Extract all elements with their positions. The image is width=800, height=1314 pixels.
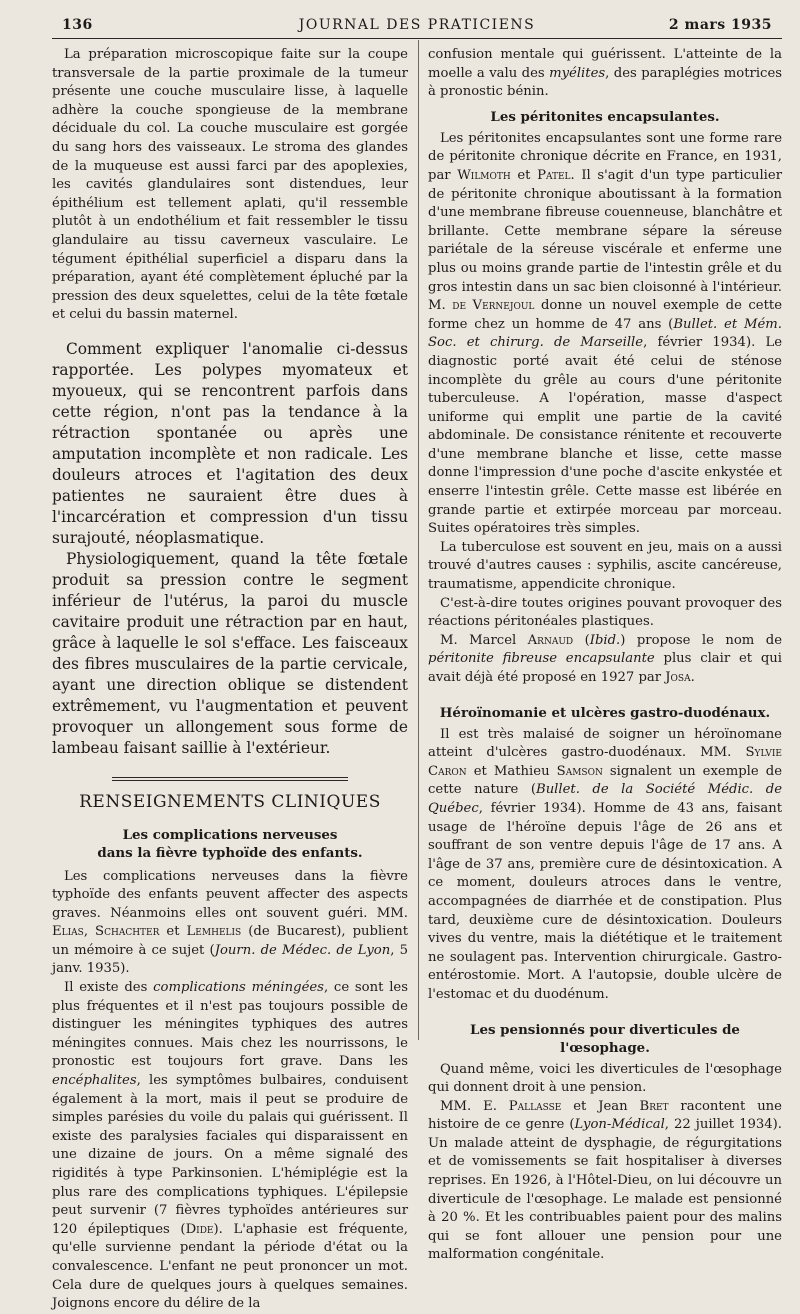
text-run: , février 1934). Homme de 43 ans, faisant usage de l'héroïne depuis l'âge de 26 ans et souffrant de son ventre depuis l'âge de 17 ans. A l'âge de 37 ans, première cure de désintoxication. A ce moment, douleurs atroces dans le ventre, accompagnées de diarrhée et de constipation. Plus tard, deuxième cure de désintoxication. Douleurs vives du ventre, mais la diététique et le traitement ne soulagent pas. Intervention chirurgicale. Gastro-entérostomie. Mort. A l'autopsie, double ulcère de l'estomac et du duodénum. [428,800,782,1002]
article-title-peritonites: Les péritonites encapsulantes. [490,108,720,125]
paragraph-arnaud [428,632,782,688]
text-run: ). L'aphasie est fréquente, qu'elle survienne pendant la période d'état ou la convalescence. L'enfant ne peut prononcer un mot. Cela dure de quelques jours à quelques semaines. Joignons encore du délire de la [52,1221,409,1312]
emphasis: encéphalites [52,1073,137,1089]
text-run: , des paraplégies motrices à pronostic bénin. [428,65,783,100]
text-run: , les symptômes bulbaires, conduisent également à la mort, mais il peut se produire de simples parésies du voile du palais qui guérissent. Il existe des paralysies faciales qui disparaissent en une dizaine de jours. On a même signalé des rigidités à type Parkinsonien. L'hémiplégie est la plus rare des complications typhiques. L'épilepsie peut survenir (7 fièvres typhoïdes antérieures sur 120 épileptiques ( [52,1073,408,1237]
text-run: racontent une histoire de ce genre ( [428,1098,782,1133]
large-text-block [52,339,408,759]
author-name: Lemhelis [186,924,242,940]
section-divider [112,777,348,781]
text-run: confusion mentale qui guérissent. L'atteinte de la moelle a valu des [428,47,782,81]
text-run: M. Marcel [440,632,528,648]
text-run: Les péritonites encapsulantes sont une forme rare de péritonite chronique décrite en France, en 1931, par [428,130,782,183]
text-run: Il est très malaisé de soigner un héroïnomane atteint d'ulcères gastro-duodénaux. MM. [428,726,782,761]
text-run: Il existe des [64,980,154,996]
author-name: Schachter [95,924,160,940]
text-run: , ce sont les plus fréquentes et il n'est pas toujours possible de distinguer les méningites typhiques des autres méningites connues. Mais chez les nourrissons, le pronostic est toujours fort grave. Dans les [52,980,408,1070]
journal-citation: Bullet. de la Société Médic. de Québec [428,782,782,816]
right-column [428,46,782,1265]
issue-date: 2 mars 1935 [668,17,772,33]
journal-citation: Lyon-Médical [574,1117,665,1133]
paragraph-typhoid-complications [52,979,408,1314]
journal-title: JOURNAL DES PRATICIENS [298,17,536,33]
article-title-line-2: dans la fièvre typhoïde des enfants. [97,844,363,861]
paragraph-typhoid-intro [52,868,408,980]
author-name: Pallasse [508,1098,562,1114]
text-run: , 5 janv. 1935). [52,942,408,977]
author-name: Patel [537,167,571,183]
text-run: . [690,670,695,685]
text-run: ( [573,632,590,648]
paragraph-anomaly: Comment expliquer l'anomalie ci-dessus rapportée. Les polypes myomateux et myoueux, qui se rencontrent parfois dans cette région, n'ont pas la tendance à la rétraction spontanée ou après une amputation incomplète et non radicale. Les douleurs atroces et l'agitation des deux patientes ne sauraient être dues à l'incarcération et compression d'un tissu surajouté, néoplasmatique. [52,339,408,547]
author-name: Arnaud [527,632,574,648]
article-title-line-1: Les complications nerveuses [122,826,338,843]
author-name: Josa [665,670,691,685]
text-run: , [83,924,96,940]
text-run: , février 1934). Le diagnostic porté avait été celui de sténose incomplète du grêle au cours d'une péritonite tuberculeuse. A l'opération, masse d'aspect uniforme qui emplit une partie de la cavité abdominale. De consistance rénitente et recouverte d'une membrane blanche et lisse, cette masse donne l'impression d'une poche d'ascite enkystée et enserre l'intestin grêle. Cette masse est libérée en grande partie et extirpée morceau par morceau. Suites opératoires très simples. [428,335,782,537]
text-run: signalent un exemple de cette nature ( [428,763,782,798]
paragraph-physiology: Physiologiquement, quand la tête fœtale produit sa pression contre le segment inférieur de l'utérus, la paroi du muscle cavitaire produit une rétraction par en haut, grâce à laquelle le sol s'efface. Les faisceaux des fibres musculaires de la partie cervicale, ayant une direction oblique se distendent extrêmement, vu l'augmentation et peuvent provoquer un allongement sous forme de lambeau faisant saillie à l'extérieur. [52,549,408,757]
author-name: Bret [639,1098,669,1114]
journal-citation: Ibid. [589,632,621,648]
author-name: Elias [52,924,84,940]
author-name: Wilmoth [457,167,511,183]
paragraph-pallasse [428,1098,782,1265]
emphasis: complications méningées [153,980,324,996]
left-column [52,46,408,1314]
author-name: de Vernejoul [452,298,535,314]
author-name: Samson [556,763,603,779]
emphasis: myélites [549,65,606,81]
text-run: . Il s'agit d'un type particulier de péritonite chronique aboutissant à la formation d'une membrane fibreuse couenneuse, blanchâtre et brillante. Cette membrane sépare la séreuse pariétale de la séreuse viscérale et enferme une plus ou moins grande partie de l'intestin grêle et du gros intestin dans un sac bien cloisonné à l'intérieur. M. [428,167,782,314]
text-run: Les complications nerveuses dans la fièvre typhoïde des enfants peuvent affecter des aspects graves. Néanmoins elles ont souvent guéri. MM. [52,868,408,921]
emphasis: péritonite fibreuse encapsulante [428,651,655,667]
paragraph-heroinomanie [428,726,782,1005]
page-header [52,12,782,39]
text-run: MM. E. [440,1098,509,1114]
text-run: plus clair et qui avait déjà été proposé en 1927 par [428,651,782,685]
paragraph-continuation [428,46,782,102]
text-run: et [510,167,538,183]
paragraph-pension-intro: Quand même, voici les diverticules de l'œsophage qui donnent droit à une pension. [428,1061,782,1096]
article-title-pensionnes: Les pensionnés pour diverticules de l'œsophage. [470,1021,740,1056]
journal-citation: Journ. de Médec. de Lyon [214,942,391,958]
column-divider [418,40,419,1040]
article-title-heroinomanie: Héroïnomanie et ulcères gastro-duodénaux. [439,704,771,721]
text-run: et Jean [561,1098,640,1114]
paragraph-microscopy: La préparation microscopique faite sur la coupe transversale de la partie proximale de la tumeur présente une couche musculaire lisse, à laquelle adhère la couche spongieuse de la membrane déciduale du col. La couche musculaire est gorgée du sang hors des vaisseaux. Le stroma des glandes de la muqueuse est aussi farci par des apoplexies, les cavités glandulaires sont distendues, leur épithélium est tellement aplati, qu'il ressemble plutôt à un endothélium et fait ressembler le tissu glandulaire au tissu caverneux vasculaire. Le tégument épithélial superficiel a disparu dans la préparation, ayant été complètement épluché par la pression des deux squelettes, celui de la tête fœtale et celui du bassin maternel. [52,47,408,323]
text-run: donne un nouvel exemple de cette forme chez un homme de 47 ans ( [428,298,783,332]
paragraph-tuberculose: La tuberculose est souvent en jeu, mais on a aussi trouvé d'autres causes : syphilis, ascite cancéreuse, traumatisme, appendicite chronique. [428,539,782,593]
journal-citation: Bullet. et Mém. Soc. et chirurg. de Marseille [428,316,782,351]
author-name: Dide [185,1221,214,1237]
page-number: 136 [62,17,93,33]
text-run: (de Bucarest), publient un mémoire à ce sujet ( [52,924,409,958]
paragraph-origines: C'est-à-dire toutes origines pouvant provoquer des réactions péritonéales plastiques. [428,595,782,630]
text-run: , 22 juillet 1934). Un malade atteint de dysphagie, de régurgitations et de vomissements se fait hospitaliser à diverses reprises. En 1926, à l'Hôtel-Dieu, on lui découvre un diverticule de l'œsophage. Le malade est pensionné à 20 %. Et les contribuables paient pour des malins qui se font allouer une pension pour une malformation congénitale. [428,1117,782,1263]
text-run: et [159,924,187,940]
author-name: Sylvie Caron [428,745,782,779]
text-run: et Mathieu [466,763,557,779]
paragraph-peritonites [428,130,782,539]
text-run: ) propose le nom de [620,632,782,648]
article-title-typhoid [52,826,408,862]
section-title: RENSEIGNEMENTS CLINIQUES [79,791,381,812]
